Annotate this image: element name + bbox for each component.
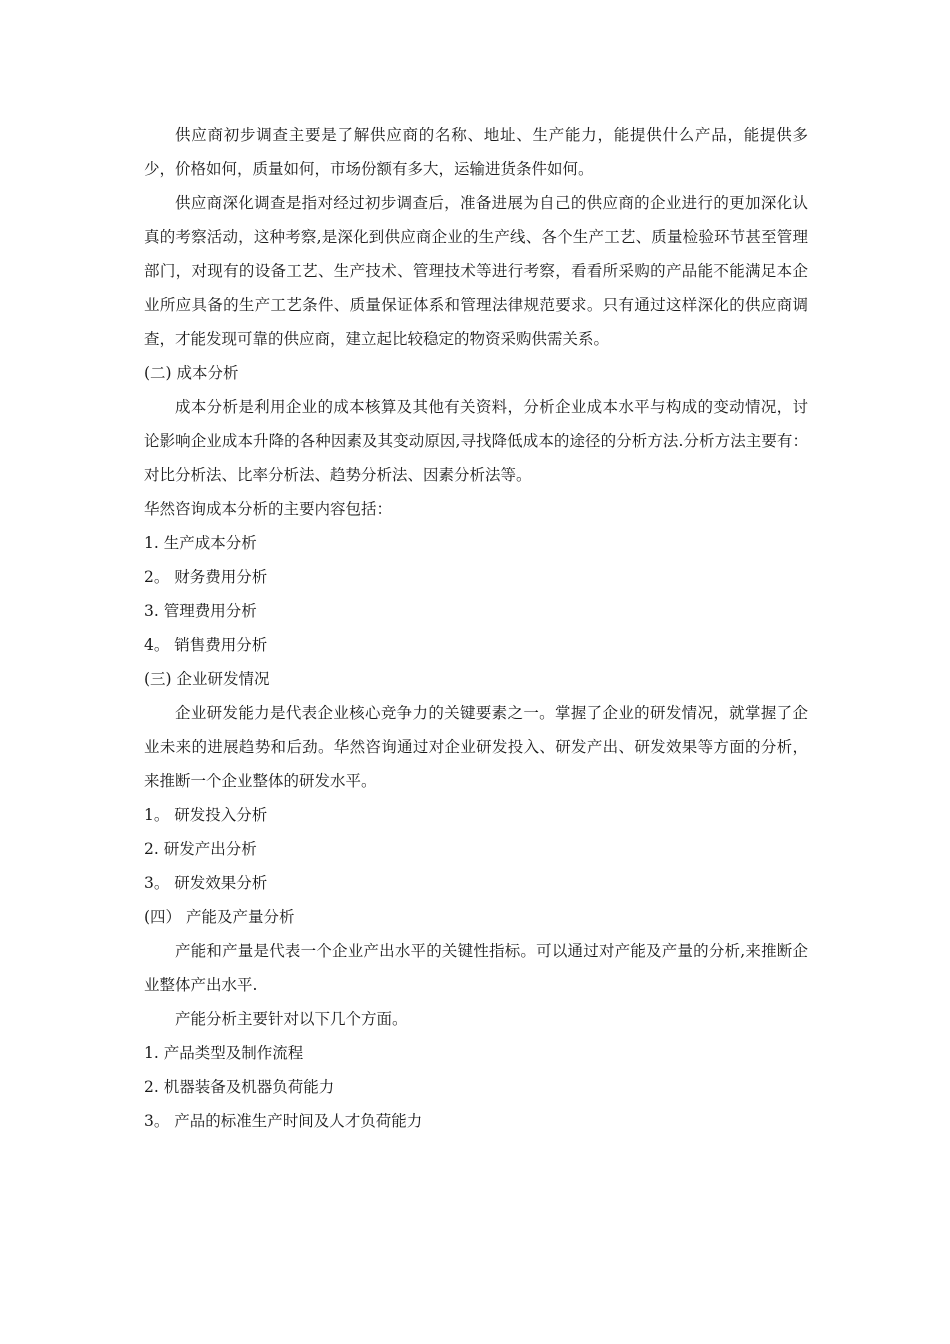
list-item: 2. 研发产出分析 <box>144 840 257 858</box>
section-heading-rd: (三) 企业研发情况 <box>144 670 270 688</box>
paragraph-rd: 企业研发能力是代表企业核心竞争力的关键要素之一。掌握了企业的研发情况，就掌握了企业未来的进展趋势和后劲。华然咨询通过对企业研发投入、研发产出、研发效果等方面的分析，来推断一个企业整体的研发水平。 <box>144 704 808 790</box>
list-item: 3。 产品的标准生产时间及人才负荷能力 <box>144 1112 423 1130</box>
paragraph-initial-supplier-survey: 供应商初步调查主要是了解供应商的名称、地址、生产能力，能提供什么产品，能提供多少，价格如何，质量如何，市场份额有多大，运输进货条件如何。 <box>144 126 808 178</box>
section-heading-cost-analysis: (二) 成本分析 <box>144 364 239 382</box>
paragraph-cost-analysis: 成本分析是利用企业的成本核算及其他有关资料，分析企业成本水平与构成的变动情况，讨论影响企业成本升降的各种因素及其变动原因,寻找降低成本的途径的分析方法.分析方法主要有：对比分析法、比率分析法、趋势分析法、因素分析法等。 <box>144 398 808 484</box>
list-item: 2. 机器装备及机器负荷能力 <box>144 1078 335 1096</box>
paragraph-deep-supplier-survey: 供应商深化调查是指对经过初步调查后，准备进展为自己的供应商的企业进行的更加深化认真的考察活动，这种考察,是深化到供应商企业的生产线、各个生产工艺、质量检验环节甚至管理部门，对现有的设备工艺、生产技术、管理技术等进行考察，看看所采购的产品能不能满足本企业所应具备的生产工艺条件、质量保证体系和管理法律规范要求。只有通过这样深化的供应商调查，才能发现可靠的供应商，建立起比较稳定的物资采购供需关系。 <box>144 194 808 348</box>
section-heading-capacity: (四） 产能及产量分析 <box>144 908 295 926</box>
list-intro-cost-analysis: 华然咨询成本分析的主要内容包括： <box>144 500 393 518</box>
paragraph-capacity: 产能和产量是代表一个企业产出水平的关键性指标。可以通过对产能及产量的分析,来推断企业整体产出水平. <box>144 942 808 994</box>
list-item: 1. 产品类型及制作流程 <box>144 1044 304 1062</box>
list-item: 3. 管理费用分析 <box>144 602 257 620</box>
list-item: 1. 生产成本分析 <box>144 534 257 552</box>
document-body <box>144 118 808 1138</box>
list-item: 4。 销售费用分析 <box>144 636 268 654</box>
list-item: 1。 研发投入分析 <box>144 806 268 824</box>
list-item: 2。 财务费用分析 <box>144 568 268 586</box>
list-item: 3。 研发效果分析 <box>144 874 268 892</box>
paragraph-capacity-aspects: 产能分析主要针对以下几个方面。 <box>175 1010 408 1028</box>
